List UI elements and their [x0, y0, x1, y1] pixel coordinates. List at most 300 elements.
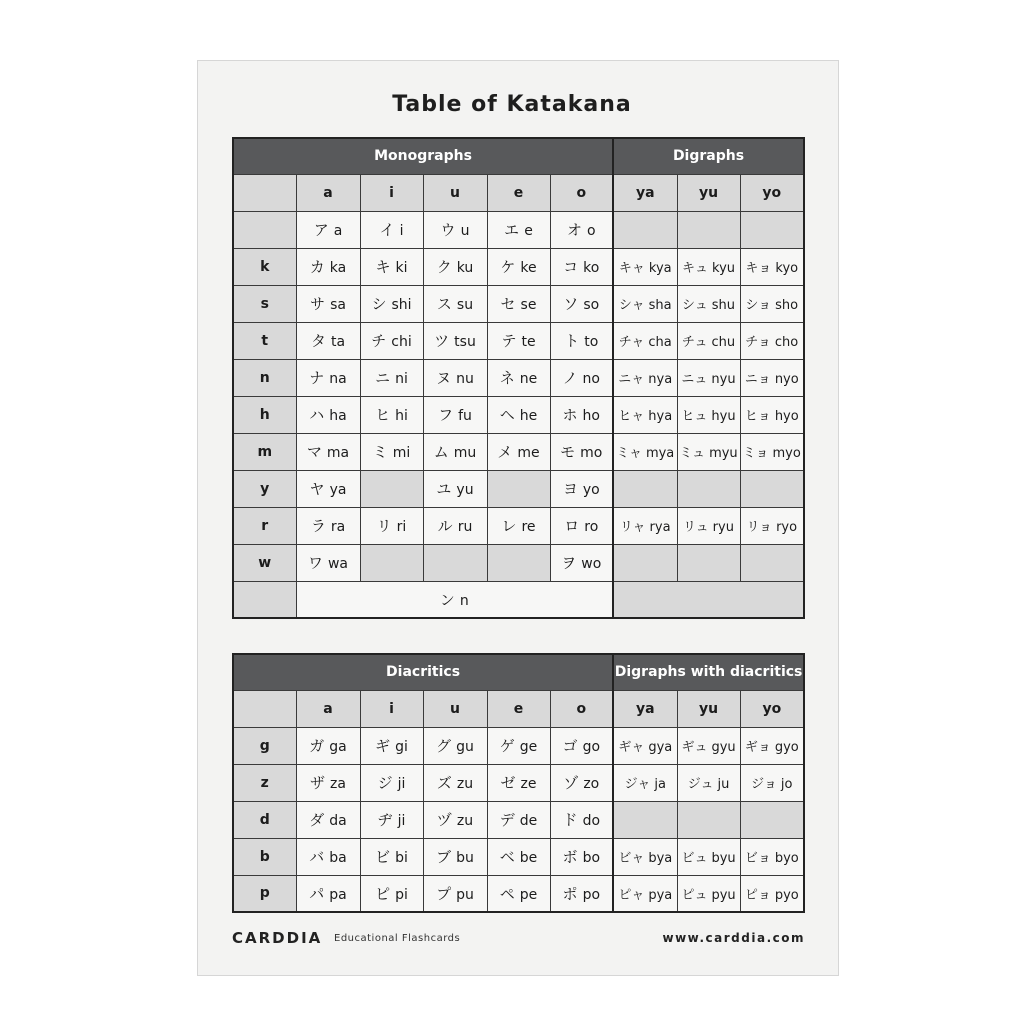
romaji: da: [329, 813, 347, 829]
kana-cell: [296, 285, 360, 322]
kana-char: ホ: [562, 406, 578, 424]
kana-char: キョ: [745, 261, 772, 276]
table-row: [233, 581, 804, 618]
romaji: pe: [519, 886, 538, 903]
digraph-cell: [677, 875, 740, 912]
romaji: ne: [519, 371, 538, 387]
kana-cell: [487, 507, 550, 544]
kana-char: ヤ: [309, 480, 325, 498]
kana-char: リャ: [619, 520, 646, 535]
romaji: be: [519, 850, 538, 866]
kana-char: ブ: [436, 848, 452, 866]
romaji: ju: [717, 777, 730, 792]
empty-cell: [740, 470, 804, 507]
kana-char: コ: [563, 258, 579, 276]
empty-cell: [613, 470, 677, 507]
row-label: y: [233, 470, 296, 507]
romaji: te: [521, 334, 536, 350]
digraph-cell: [613, 396, 677, 433]
row-label: [233, 211, 296, 248]
kana-cell: [423, 875, 487, 912]
table-row: [233, 322, 804, 359]
kana-char: ネ: [499, 369, 515, 387]
digraph-cell: [677, 507, 740, 544]
kana-char: ピャ: [618, 887, 645, 903]
row-label: g: [233, 727, 296, 764]
digraph-cell: [613, 727, 677, 764]
digraph-cell: [740, 875, 804, 912]
kana-char: ニョ: [744, 372, 771, 387]
digraph-cell: [740, 727, 804, 764]
romaji: pa: [329, 886, 347, 903]
kana-char: ミョ: [742, 446, 769, 461]
digraph-cell: [740, 507, 804, 544]
kana-char: グ: [436, 737, 452, 755]
kana-char: メ: [497, 443, 513, 461]
kana-char: キャ: [618, 261, 645, 276]
romaji: zu: [456, 813, 474, 829]
kana-char: チュ: [681, 335, 708, 350]
kana-char: ヒャ: [618, 409, 645, 424]
kana-char: キ: [375, 258, 391, 276]
romaji: ba: [329, 850, 347, 866]
romaji: bya: [648, 851, 673, 866]
kana-cell: [550, 875, 613, 912]
romaji: ho: [582, 408, 600, 424]
kana-char: ル: [437, 517, 453, 535]
kana-char: バ: [309, 848, 325, 866]
kana-cell: [296, 248, 360, 285]
column-header-o: o: [550, 174, 613, 211]
row-label: h: [233, 396, 296, 433]
kana-cell: [423, 507, 487, 544]
romaji: jo: [780, 777, 793, 792]
kana-char: オ: [566, 221, 582, 239]
kana-char: リ: [376, 517, 392, 535]
kana-cell: [550, 285, 613, 322]
table-row: [233, 544, 804, 581]
kana-char: ガ: [309, 737, 325, 755]
kana-cell: [423, 248, 487, 285]
column-header-a: a: [296, 174, 360, 211]
romaji: cha: [648, 335, 672, 350]
row-label: w: [233, 544, 296, 581]
kana-cell: [296, 764, 360, 801]
kana-char: ウ: [440, 221, 456, 239]
kana-cell: [423, 359, 487, 396]
row-label: p: [233, 875, 296, 912]
kana-cell: [487, 838, 550, 875]
kana-cell: [423, 727, 487, 764]
kana-char: ヘ: [499, 406, 515, 424]
romaji: chu: [711, 335, 736, 350]
romaji: ryo: [776, 520, 798, 535]
table-row: [233, 359, 804, 396]
empty-cell: [677, 801, 740, 838]
digraph-cell: [677, 248, 740, 285]
kana-char: エ: [504, 221, 520, 239]
kana-char: テ: [501, 332, 517, 350]
kana-char: ヒュ: [681, 409, 708, 424]
section-right-header: Digraphs with diacritics: [613, 654, 804, 690]
kana-char: ノ: [562, 369, 578, 387]
kana-cell: [423, 838, 487, 875]
table-row: [233, 838, 804, 875]
kana-char: ナ: [309, 369, 325, 387]
section-left-header: Diacritics: [233, 654, 613, 690]
kana-char: レ: [501, 517, 517, 535]
kana-cell: [550, 727, 613, 764]
kana-cell: [296, 875, 360, 912]
kana-cell: [487, 764, 550, 801]
kana-cell: [296, 359, 360, 396]
romaji: bu: [456, 850, 474, 866]
kana-char: シュ: [681, 298, 708, 313]
digraph-cell: [740, 396, 804, 433]
kana-char: ジャ: [624, 777, 651, 792]
row-label: k: [233, 248, 296, 285]
romaji: ga: [329, 739, 347, 755]
diacritics-table: [232, 653, 805, 913]
kana-char: リュ: [683, 520, 709, 535]
kana-cell: [487, 727, 550, 764]
kana-char: ム: [433, 443, 449, 461]
kana-cell: [360, 322, 423, 359]
romaji: ra: [330, 519, 346, 535]
empty-cell: [360, 470, 423, 507]
romaji: shu: [711, 298, 735, 313]
digraph-cell: [677, 285, 740, 322]
kana-cell: [487, 433, 550, 470]
kana-char: ザ: [310, 774, 326, 792]
digraph-cell: [613, 285, 677, 322]
romaji: kyu: [712, 261, 735, 276]
kana-char: リョ: [746, 520, 773, 535]
column-header-a: a: [296, 690, 360, 727]
digraph-cell: [613, 248, 677, 285]
empty-cell: [677, 470, 740, 507]
kana-char: ヒョ: [744, 409, 771, 424]
digraph-cell: [677, 359, 740, 396]
romaji: chi: [391, 334, 412, 350]
kana-cell: [550, 507, 613, 544]
romaji: ri: [396, 519, 407, 535]
romaji: zu: [456, 776, 474, 792]
kana-char: ギ: [375, 737, 391, 755]
row-label: t: [233, 322, 296, 359]
romaji: sa: [330, 297, 346, 313]
column-header-e: e: [487, 174, 550, 211]
kana-char: ダ: [309, 811, 325, 829]
romaji: gu: [456, 739, 474, 755]
column-header-e: e: [487, 690, 550, 727]
kana-char: キュ: [681, 261, 708, 276]
row-label: m: [233, 433, 296, 470]
kana-char: シャ: [618, 298, 645, 313]
website-url: www.carddia.com: [662, 931, 805, 945]
monographs-table: [232, 137, 805, 619]
table-row: [233, 875, 804, 912]
romaji: u: [460, 223, 470, 239]
kana-cell: [360, 433, 423, 470]
romaji: pyo: [774, 887, 799, 903]
romaji: yo: [582, 482, 600, 498]
table-row: [233, 285, 804, 322]
kana-char: ヅ: [436, 811, 452, 829]
romaji: gyo: [774, 740, 799, 755]
romaji: ko: [583, 260, 600, 276]
kana-char: ス: [436, 295, 452, 313]
romaji: bo: [582, 850, 601, 866]
kana-char: サ: [310, 295, 326, 313]
romaji: n: [459, 592, 469, 609]
kana-char: チ: [371, 332, 387, 350]
kana-char: カ: [309, 258, 325, 276]
digraph-cell: [613, 764, 677, 801]
empty-cell: [740, 211, 804, 248]
row-label: n: [233, 359, 296, 396]
kana-char: ベ: [499, 848, 515, 866]
kana-char: マ: [306, 443, 322, 461]
kana-cell: [487, 248, 550, 285]
kana-cell: [550, 322, 613, 359]
kana-char: シ: [371, 295, 387, 313]
kana-cell: [550, 801, 613, 838]
romaji: pyu: [711, 887, 736, 903]
kana-char: パ: [309, 884, 325, 903]
kana-cell: [487, 801, 550, 838]
kana-char: セ: [500, 295, 516, 313]
kana-cell: [296, 544, 360, 581]
romaji: hyo: [774, 409, 799, 424]
romaji: wo: [581, 556, 602, 572]
kana-char: チャ: [618, 335, 645, 350]
kana-cell: [296, 470, 360, 507]
kana-cell: [296, 838, 360, 875]
brand-subtitle: Educational Flashcards: [334, 933, 461, 944]
kana-char: ジョ: [751, 777, 777, 792]
kana-char: プ: [436, 884, 452, 903]
kana-char: ヂ: [377, 811, 393, 829]
romaji: fu: [458, 408, 472, 424]
kana-char: ユ: [436, 480, 452, 498]
digraph-column-header-ya: ya: [613, 174, 677, 211]
digraph-cell: [740, 433, 804, 470]
romaji: mu: [453, 445, 477, 461]
kana-cell: [296, 396, 360, 433]
empty-cell: [423, 544, 487, 581]
romaji: nya: [648, 372, 673, 387]
kana-cell: [487, 359, 550, 396]
kana-char: ヨ: [562, 480, 578, 498]
kana-cell: [360, 875, 423, 912]
digraph-cell: [677, 396, 740, 433]
kana-char: ゼ: [500, 774, 516, 792]
empty-cell: [613, 801, 677, 838]
kana-char: ミャ: [616, 446, 642, 461]
romaji: do: [582, 813, 601, 829]
section-left-header: Monographs: [233, 138, 613, 174]
romaji: de: [519, 813, 538, 829]
empty-cell: [740, 801, 804, 838]
romaji: hi: [395, 408, 408, 424]
romaji: gyu: [711, 740, 736, 755]
kana-char: イ: [379, 221, 395, 239]
kana-char: ピュ: [681, 887, 708, 903]
romaji: kya: [648, 261, 672, 276]
romaji: o: [586, 223, 596, 239]
kana-cell: [360, 838, 423, 875]
kana-char: ピ: [375, 884, 391, 903]
digraph-cell: [740, 764, 804, 801]
romaji: hyu: [711, 409, 736, 424]
romaji: myu: [709, 446, 738, 461]
romaji: byo: [774, 851, 799, 866]
kana-char: ビ: [375, 848, 391, 866]
table-row: [233, 211, 804, 248]
digraph-cell: [677, 838, 740, 875]
column-header-row: [233, 174, 804, 211]
digraph-cell: [613, 322, 677, 359]
romaji: yu: [456, 482, 474, 498]
kana-char: ジュ: [687, 777, 714, 792]
romaji: re: [521, 519, 536, 535]
romaji: ja: [654, 777, 666, 792]
corner-cell: [233, 690, 296, 727]
romaji: mi: [392, 445, 411, 461]
kana-char: ボ: [562, 848, 578, 866]
kana-char: ゲ: [499, 737, 515, 755]
empty-cell: [677, 211, 740, 248]
empty-cell: [613, 544, 677, 581]
kana-cell: [423, 285, 487, 322]
row-label: [233, 581, 296, 618]
kana-char: ソ: [563, 295, 579, 313]
kana-char: ン: [439, 590, 455, 609]
kana-cell: [550, 248, 613, 285]
kana-char: ク: [436, 258, 452, 276]
romaji: sho: [775, 298, 799, 313]
kana-cell: [550, 359, 613, 396]
section-right-header: Digraphs: [613, 138, 804, 174]
kana-cell: [423, 396, 487, 433]
kana-char: ペ: [499, 884, 515, 903]
column-header-i: i: [360, 690, 423, 727]
digraph-cell: [740, 285, 804, 322]
row-label: z: [233, 764, 296, 801]
romaji: pya: [648, 887, 673, 903]
digraph-cell: [613, 875, 677, 912]
kana-char: ハ: [309, 406, 325, 424]
romaji: ku: [456, 260, 474, 276]
kana-cell: [550, 764, 613, 801]
empty-cell: [487, 470, 550, 507]
romaji: e: [524, 223, 533, 239]
digraph-cell: [740, 248, 804, 285]
empty-cell: [740, 544, 804, 581]
kana-char: ヲ: [561, 554, 577, 572]
kana-char: ケ: [500, 258, 516, 276]
kana-cell: [487, 211, 550, 248]
romaji: pu: [456, 886, 474, 903]
romaji: rya: [649, 520, 671, 535]
table-row: [233, 727, 804, 764]
kana-char: ア: [313, 221, 329, 239]
romaji: myo: [772, 446, 801, 461]
digraph-cell: [677, 727, 740, 764]
row-label: b: [233, 838, 296, 875]
column-header-o: o: [550, 690, 613, 727]
kana-char: ワ: [307, 554, 323, 572]
kana-char: ド: [562, 811, 578, 829]
romaji: za: [330, 776, 346, 792]
kana-char: ロ: [564, 517, 580, 535]
kana-char: ニュ: [681, 372, 708, 387]
romaji: gya: [648, 740, 673, 755]
column-header-i: i: [360, 174, 423, 211]
romaji: byu: [711, 851, 736, 866]
romaji: me: [517, 445, 540, 461]
empty-cell: [487, 544, 550, 581]
kana-char: ビュ: [681, 851, 708, 866]
table-row: [233, 433, 804, 470]
digraph-column-header-yu: yu: [677, 690, 740, 727]
kana-char: ニャ: [618, 372, 645, 387]
kana-cell: [550, 544, 613, 581]
table-row: [233, 470, 804, 507]
digraph-cell: [613, 433, 677, 470]
romaji: nyu: [711, 372, 736, 387]
kana-cell: [360, 507, 423, 544]
romaji: kyo: [775, 261, 799, 276]
kana-cell: [423, 764, 487, 801]
kana-char: チョ: [745, 335, 771, 350]
kana-char: ミ: [372, 443, 388, 461]
romaji: ji: [397, 776, 406, 792]
romaji: ma: [326, 445, 350, 461]
romaji: so: [583, 297, 600, 313]
kana-char: ズ: [436, 774, 452, 792]
kana-char: ピョ: [744, 887, 771, 903]
romaji: i: [399, 223, 404, 239]
romaji: su: [456, 297, 474, 313]
section-header-row: [233, 654, 804, 690]
kana-cell: [296, 581, 613, 618]
romaji: na: [329, 371, 347, 387]
digraph-cell: [677, 322, 740, 359]
section-header-row: [233, 138, 804, 174]
kana-cell: [550, 433, 613, 470]
kana-cell: [360, 727, 423, 764]
empty-cell: [677, 544, 740, 581]
kana-char: ジ: [377, 774, 393, 792]
kana-char: デ: [499, 811, 515, 829]
romaji: ji: [397, 813, 406, 829]
romaji: mo: [580, 445, 603, 461]
romaji: ta: [330, 334, 346, 350]
empty-cell: [613, 211, 677, 248]
kana-char: ポ: [562, 884, 578, 903]
kana-cell: [296, 801, 360, 838]
empty-cell: [360, 544, 423, 581]
kana-char: ビャ: [618, 851, 645, 866]
table-row: [233, 507, 804, 544]
romaji: he: [519, 408, 538, 424]
kana-cell: [550, 396, 613, 433]
digraph-column-header-yu: yu: [677, 174, 740, 211]
kana-cell: [360, 211, 423, 248]
kana-cell: [423, 470, 487, 507]
